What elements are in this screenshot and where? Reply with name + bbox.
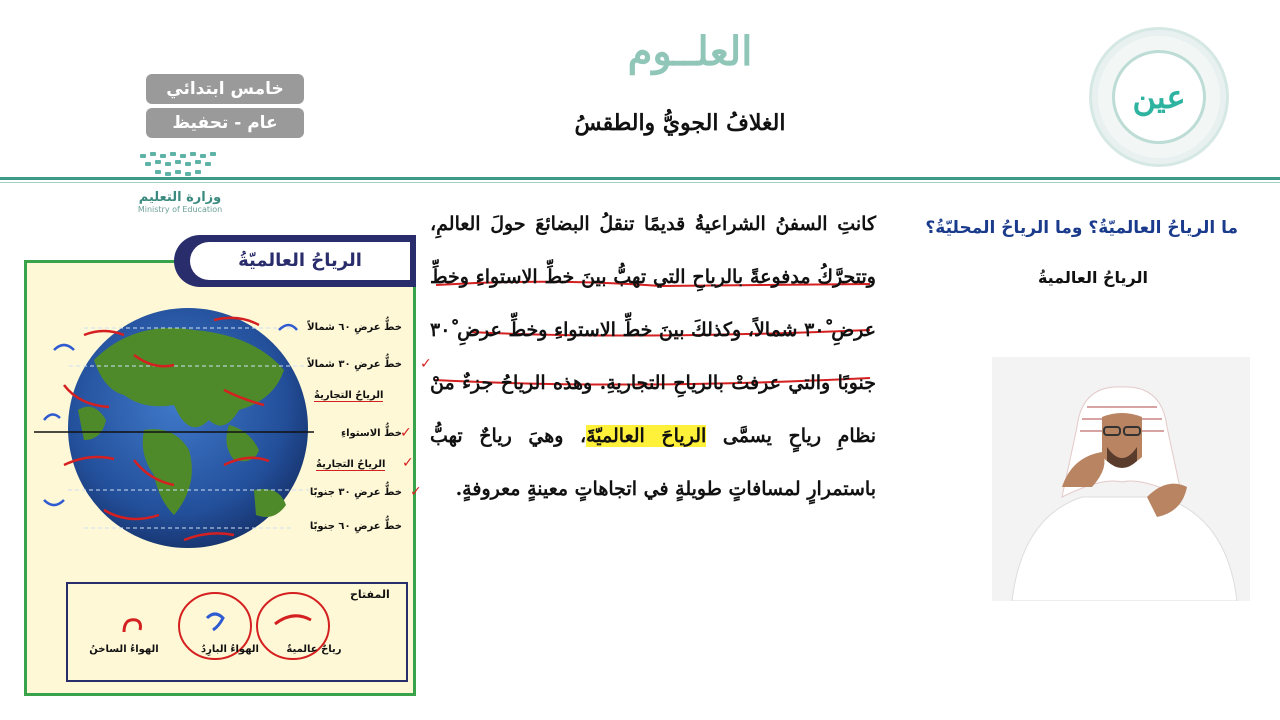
lesson-paragraph [430, 198, 876, 516]
check-mark-icon: ✓ [400, 425, 412, 441]
ministry-name-ar: وزارة التعليم [138, 190, 222, 205]
label-lat-30n: خطُّ عرضِ ٣٠ شمالاً [307, 359, 402, 370]
lesson-title: الغلافُ الجويُّ والطقسُ [574, 110, 786, 136]
key-title: المفتاح [350, 588, 390, 601]
subject-title: العلــوم [627, 28, 753, 75]
section-question: ما الرياحُ العالميّةُ؟ وما الرياحُ المحليّةُ؟ [925, 218, 1238, 238]
figure-title: الرياحُ العالميّةُ [190, 242, 410, 280]
label-lat-60n: خطُّ عرضِ ٦٠ شمالاً [307, 322, 402, 333]
check-mark-icon: ✓ [410, 484, 422, 500]
ministry-name-en: Ministry of Education [137, 205, 223, 214]
check-mark-icon: ✓ [402, 455, 414, 471]
label-lat-30s: خطُّ عرضِ ٣٠ جنوبًا [309, 487, 402, 498]
track-badge: عام - تحفيظ [146, 108, 304, 138]
label-equator: خطُّ الاستواءِ [341, 428, 402, 439]
paragraph-part-1: كانتِ السفنُ الشراعيةُ قديمًا تنقلُ البضائعَ حولَ العالمِ، وتتحرَّكُ مدفوعةً بالرياحِ التي تهبُّ بينَ خطِّ الاستواءِ وخطِّ عرضِ ٣٠ْ شمالاً، وكذلكَ بينَ خطِّ الاستواءِ وخطِّ عرضِ ٣٠ْ جنوبًا والتي عرفتْ بالرياحِ التجاريةِ. وهذه الرياحُ جزءٌ منْ نظامِ رياحٍ يسمَّى [430, 213, 876, 447]
presenter-figure [992, 357, 1250, 601]
key-item-warm-air: الهواءُ الساخنُ [89, 644, 159, 655]
highlighted-term: الرياحَ العالميّةَ [586, 425, 707, 447]
label-trade-winds-north: الرياحُ التجاريةُ [314, 390, 384, 401]
header-divider [0, 177, 1280, 180]
ministry-logo [110, 150, 250, 230]
sign-language-video [992, 357, 1250, 601]
cold-air-arrow-icon [207, 614, 223, 630]
channel-logo-text: عين [1112, 50, 1206, 144]
section-subheading: الرياحُ العالميةُ [1037, 268, 1148, 287]
label-trade-winds-south: الرياحُ التجاريةُ [316, 459, 386, 470]
key-item-cold-air: الهواءُ البارِدُ [201, 644, 259, 655]
check-mark-icon: ✓ [420, 356, 432, 372]
label-lat-60s: خطُّ عرضِ ٦٠ جنوبًا [309, 521, 402, 532]
globe-diagram [24, 290, 314, 560]
header-divider-thin [0, 182, 1280, 183]
global-wind-arrow-icon [275, 616, 311, 624]
paragraph-part-2: ، وهيَ رياحٌ تهبُّ باستمرارٍ لمسافاتٍ طويلةٍ في اتجاهاتٍ معينةٍ معروفةٍ. [430, 425, 876, 500]
channel-logo [1098, 36, 1220, 158]
key-item-global-winds: رياحٌ عالميةٌ [286, 644, 342, 655]
grade-badge: خامس ابتدائي [146, 74, 304, 104]
warm-air-arrow-icon [118, 614, 148, 636]
